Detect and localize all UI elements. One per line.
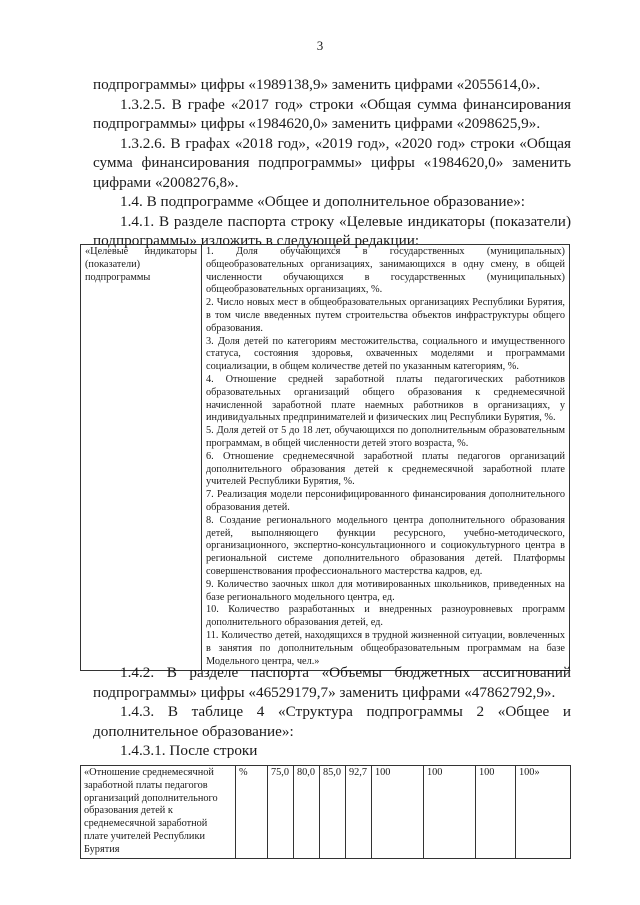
paragraph-1-4-1: 1.4.1. В разделе паспорта строку «Целевые индикаторы (показатели) подпрограммы» изложить в следующей редакции: <box>93 212 571 249</box>
structure-row-value: 100» <box>516 766 571 859</box>
indicator-item: 8. Создание регионального модельного центра дополнительного образования детей, выполняющего функции ресурсного, учебно-методического, организационного, экспертно-консультационного и социокультурного центра в региональной системе дополнительного образования детей. Платформы совершенствования профессионального мастерства кадров, ед. <box>206 514 565 577</box>
paragraph-1-4: 1.4. В подпрограмме «Общее и дополнительное образование»: <box>120 193 526 210</box>
indicator-item: 4. Отношение средней заработной платы педагогических работников образовательных организаций общего образования к среднемесячной начисленной заработной плате наемных работников в организациях, у индивидуальных предпринимателей и физических лиц Республики Бурятия, %. <box>206 373 565 424</box>
indicator-item: 3. Доля детей по категориям местожительства, социального и имущественного статуса, состояния здоровья, охваченных моделями и программами социализации, в общем количестве детей по указанным категориям, %. <box>206 335 565 373</box>
paragraph-continuation: подпрограммы» цифры «1989138,9» заменить цифрами «2055614,0». <box>93 76 541 93</box>
indicators-list-cell <box>202 245 570 671</box>
structure-row-value: 75,0 <box>268 766 294 859</box>
table-row <box>81 245 570 671</box>
page-number: 3 <box>316 38 324 53</box>
top-text-block <box>93 75 571 251</box>
indicator-item: 2. Число новых мест в общеобразовательных организациях Республики Бурятия, в том числе введенных путем строительства объектов инфраструктуры общего образования. <box>206 297 565 334</box>
indicator-item: 7. Реализация модели персонифицированного финансирования дополнительного образования детей. <box>206 489 565 513</box>
structure-row-value: 100 <box>476 766 516 859</box>
indicator-item: 6. Отношение среднемесячной заработной платы педагогов организаций дополнительного образования детей к среднемесячной заработной плате учителей Республики Бурятия, %. <box>206 450 565 488</box>
indicators-label-cell <box>81 245 202 671</box>
structure-row-value: 80,0 <box>294 766 320 859</box>
paragraph-1-4-2: 1.4.2. В разделе паспорта «Объемы бюджетных ассигнований подпрограммы» цифры «46529179,7» заменить цифрами «47862792,9». <box>93 664 571 701</box>
indicator-item: 10. Количество разработанных и внедренных разноуровневых программ дополнительного образования детей, ед. <box>206 604 565 629</box>
indicator-item: 9. Количество заочных школ для мотивированных школьников, приведенных на базе регионального модельного центра, ед. <box>206 578 565 603</box>
paragraph-1-4-3: 1.4.3. В таблице 4 «Структура подпрограммы 2 «Общее и дополнительное образование»: <box>93 703 571 740</box>
structure-row-value: 100 <box>372 766 424 859</box>
paragraph-1-4-3-1: 1.4.3.1. После строки <box>120 742 258 759</box>
indicators-table <box>80 244 570 671</box>
structure-row-value: 85,0 <box>320 766 346 859</box>
indicator-item: 11. Количество детей, находящихся в трудной жизненной ситуации, вовлеченных в занятия по дополнительным общеобразовательным программам на базе Модельного центра, чел.» <box>206 629 565 667</box>
paragraph-1-3-2-6: 1.3.2.6. В графах «2018 год», «2019 год», «2020 год» строки «Общая сумма финансирования подпрограммы» цифры «1984620,0» заменить цифрами «2008276,8». <box>93 134 571 191</box>
paragraph-1-3-2-5: 1.3.2.5. В графе «2017 год» строки «Общая сумма финансирования подпрограммы» цифры «1984620,0» заменить цифрами «2098625,9». <box>93 95 571 132</box>
structure-row-value: 100 <box>424 766 476 859</box>
indicators-label: «Целевые индикаторы (показатели) подпрограммы <box>85 246 197 283</box>
structure-table <box>80 765 571 859</box>
structure-row-value: 92,7 <box>346 766 372 859</box>
indicator-item: 1. Доля обучающихся в государственных (муниципальных) общеобразовательных организациях, занимающихся в одну смену, в общей численности обучающихся в государственных (муниципальных) общеобразовательных организациях, %. <box>206 246 565 296</box>
structure-row-name: «Отношение среднемесячной заработной платы педагогов организаций дополнительного образования детей к среднемесячной заработной плате учителей Республики Бурятия <box>81 766 236 859</box>
middle-text-block <box>93 663 571 761</box>
indicator-item: 5. Доля детей от 5 до 18 лет, обучающихся по дополнительным образовательным программам, в общей численности детей этого возраста, %. <box>206 425 565 449</box>
table-row <box>81 766 571 859</box>
structure-row-unit: % <box>236 766 268 859</box>
